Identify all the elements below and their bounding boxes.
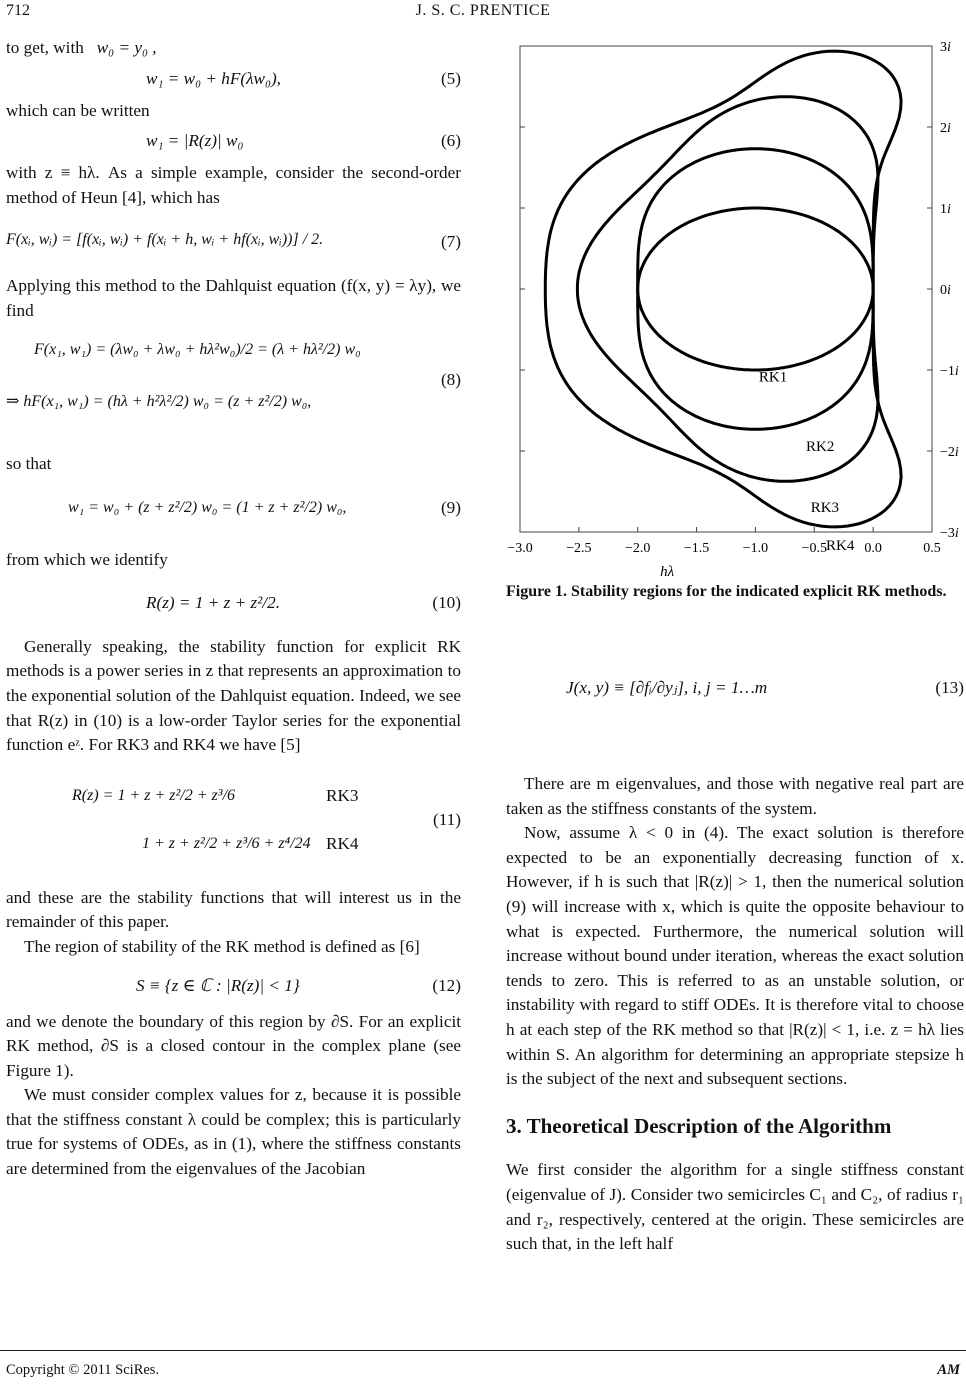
running-author: J. S. C. PRENTICE <box>415 2 551 19</box>
paragraph: to get, with w₀ = y₀ , <box>6 38 157 57</box>
y-tick-label: 3i <box>940 40 951 55</box>
series-label: RK3 <box>810 499 840 516</box>
paragraph: so that <box>6 453 52 473</box>
equation-12: S ≡ {z ∈ ℂ : |R(z)| < 1} (12) <box>136 975 461 995</box>
paragraph: with z ≡ hλ. As a simple example, consider the second-order method of Heun [4], which has <box>6 163 461 207</box>
y-tick-label: −1i <box>940 364 959 379</box>
plot-frame <box>520 46 932 532</box>
section-heading: 3. Theoretical Description of the Algorithm <box>506 1113 892 1138</box>
series-label: RK1 <box>758 369 788 386</box>
x-axis-label: hλ <box>660 564 675 576</box>
footer-rule <box>0 1350 966 1351</box>
x-tick-label: 0.5 <box>923 541 941 556</box>
equation-8: F(x₁, w₁) = (λw₀ + λw₀ + hλ²w₀)/2 = (λ + hλ²/2) w₀ ⇒ hF(x₁, w₁) = (hλ + h²λ²/2) w₀ = (z + z²/2) w₀, (8) <box>6 340 461 410</box>
figure-caption: Figure 1. Stability regions for the indicated explicit RK methods. <box>506 583 947 600</box>
stability-curve-rk2 <box>638 149 873 430</box>
paragraph: and we denote the boundary of this region by ∂S. For an explicit RK method, ∂S is a closed contour in the complex plane (see Figure 1). <box>6 1011 461 1080</box>
equation-10: R(z) = 1 + z + z²/2. (10) <box>146 592 461 612</box>
page-header <box>0 0 966 30</box>
paragraph: There are m eigenvalues, and those with negative real part are taken as the stiffness constants of the system. <box>506 774 964 818</box>
y-tick-label: 2i <box>940 121 951 136</box>
paragraph: Now, assume λ < 0 in (4). The exact solution is therefore expected to be an exponentially decreasing function of x. However, if h is such that |R(z)| > 1, then the numerical solution (9) will increase with x, which is quite the opposite behaviour to what is expected. Furthermore, the numerical solution will increase without bound under iteration, whereas the exact solution tends to zero. This is referred to as an unstable solution, or instability with regard to stiff ODEs. It is therefore vital to choose h at each step of the RK method so that |R(z)| < 1, i.e. z = hλ lies within S. An algorithm for determining an appropriate stepsize h is the subject of the next and subsequent sections. <box>506 823 964 1089</box>
y-tick-label: 0i <box>940 283 951 298</box>
y-tick-label: 1i <box>940 202 951 217</box>
paragraph: from which we identify <box>6 550 168 570</box>
right-column <box>506 36 964 1257</box>
stability-curve-rk3 <box>577 97 878 482</box>
equation-11: R(z) = 1 + z + z²/2 + z³/6 RK3 1 + z + z²/2 + z³/6 + z⁴/24 RK4 (11) <box>72 785 461 853</box>
series-label: RK2 <box>805 439 835 456</box>
journal-abbrev: AM <box>937 1362 960 1378</box>
x-tick-label: −2.5 <box>566 541 592 556</box>
figure-1 <box>506 36 964 576</box>
stability-curve-rk4 <box>545 51 901 527</box>
equation-5: w₁ = w₀ + hF(λw₀), (5) <box>146 68 461 88</box>
paragraph: Applying this method to the Dahlquist equation (f(x, y) = λy), we find <box>6 276 461 320</box>
paragraph: The region of stability of the RK method is defined as [6] <box>24 936 420 956</box>
x-tick-label: −1.5 <box>683 541 710 556</box>
x-tick-label: −3.0 <box>507 541 533 556</box>
left-column <box>6 36 461 1182</box>
paragraph: Generally speaking, the stability function for explicit RK methods is a power series in z that represents an approximation to the exponential solution of the Dahlquist equation. Indeed, we see that R(z) in (10) is a low-order Taylor series for the exponential function eᶻ. For RK3 and RK4 we have [5] <box>6 636 461 755</box>
stability-curve-rk1 <box>638 208 873 370</box>
equation-13: J(x, y) ≡ [∂fᵢ/∂yⱼ], i, j = 1…m (13) <box>566 678 964 697</box>
equation-6: w₁ = |R(z)| w₀ (6) <box>146 131 461 151</box>
y-tick-label: −3i <box>940 526 959 541</box>
y-tick-label: −2i <box>940 445 959 460</box>
x-tick-label: −2.0 <box>625 541 651 556</box>
x-tick-label: −0.5 <box>801 541 827 556</box>
page-number: 712 <box>6 2 30 19</box>
x-tick-label: 0.0 <box>864 541 882 556</box>
stability-chart <box>506 36 964 576</box>
paragraph: We first consider the algorithm for a single stiffness constant (eigenvalue of J). Consider two semicircles C₁ and C₂, of radius r₁ and r₂, respectively, centered at the origin. These semicircles are such that, in the left half <box>506 1160 964 1254</box>
paragraph: which can be written <box>6 100 150 120</box>
equation-7: F(xᵢ, wᵢ) = [f(xᵢ, wᵢ) + f(xᵢ + h, wᵢ + hf(xᵢ, wᵢ))] / 2. (7) <box>6 231 461 252</box>
paragraph: and these are the stability functions that will interest us in the remainder of this paper. <box>6 887 461 932</box>
equation-9: w₁ = w₀ + (z + z²/2) w₀ = (1 + z + z²/2) w₀, (9) <box>68 498 461 518</box>
series-label: RK4 <box>826 538 855 554</box>
copyright: Copyright © 2011 SciRes. <box>6 1362 160 1378</box>
x-tick-label: −1.0 <box>742 541 769 556</box>
paragraph: We must consider complex values for z, because it is possible that the stiffness constant λ could be complex; this is particularly true for systems of ODEs, as in (1), where the stiffness constants are determined from the eigenvalues of the Jacobian <box>6 1085 461 1179</box>
